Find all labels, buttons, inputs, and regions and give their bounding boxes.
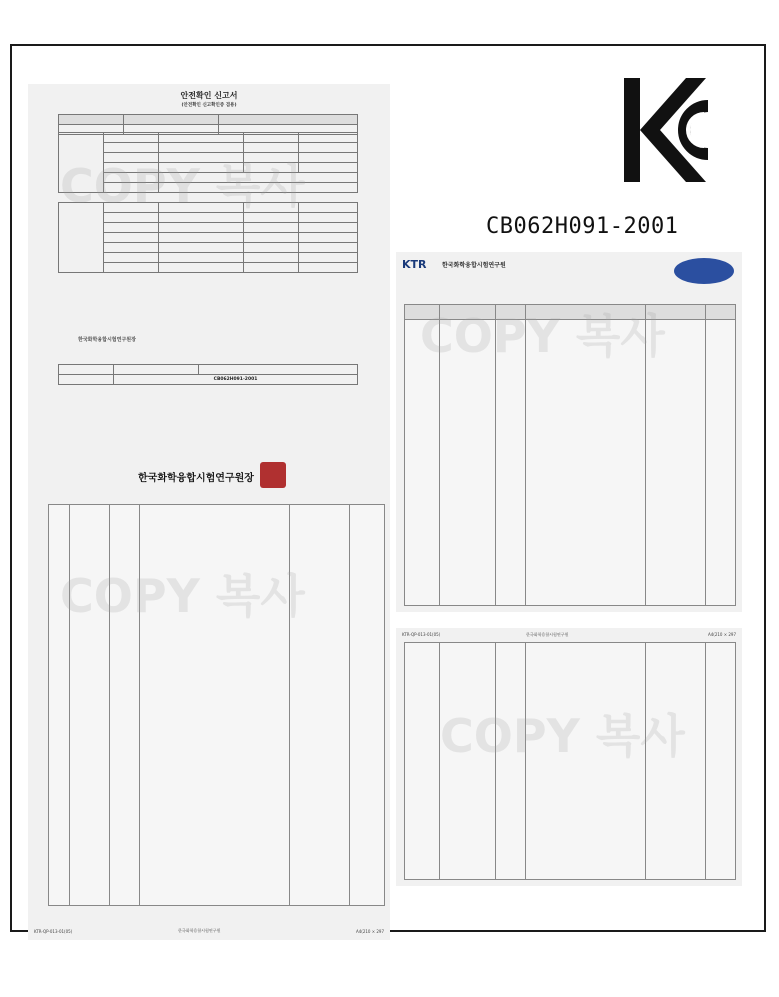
kolas-badge-icon	[674, 258, 734, 284]
official-seal	[260, 462, 286, 488]
copy-watermark: COPY 복사	[420, 309, 665, 363]
ktr-logo: KTR	[402, 258, 427, 271]
copy-watermark: COPY 복사	[60, 569, 305, 623]
left-footer-org: 한국화학융합시험연구원	[178, 928, 221, 933]
doc-title: 안전확인 신고서	[180, 91, 238, 100]
cert-info-table	[58, 364, 358, 385]
right-footer-org: 한국화학융합시험연구원	[526, 632, 569, 637]
right-footer-code: KTR-QP-013-01(05)	[402, 632, 441, 637]
org-line: 한국화학융합시험연구원장	[78, 337, 136, 343]
signing-org: 한국화학융합시험연구원장	[138, 473, 254, 484]
doc-subtitle: (안전확인 신고확인증 겸용)	[181, 103, 237, 108]
right-footer-size: A4(210 × 297	[707, 632, 736, 637]
ktr-org-name: 한국화학융합시험연구원	[442, 262, 506, 269]
kc-mark-icon	[616, 70, 716, 190]
cert-number-cell: CB062H091-2001	[114, 375, 358, 385]
copy-watermark: COPY 복사	[440, 709, 685, 763]
certification-number: CB062H091-2001	[486, 214, 679, 239]
left-footer-code: KTR-QP-013-01(05)	[34, 929, 73, 934]
copy-watermark: COPY 복사	[60, 159, 305, 213]
left-footer-size: A4(210 × 297	[355, 929, 384, 934]
